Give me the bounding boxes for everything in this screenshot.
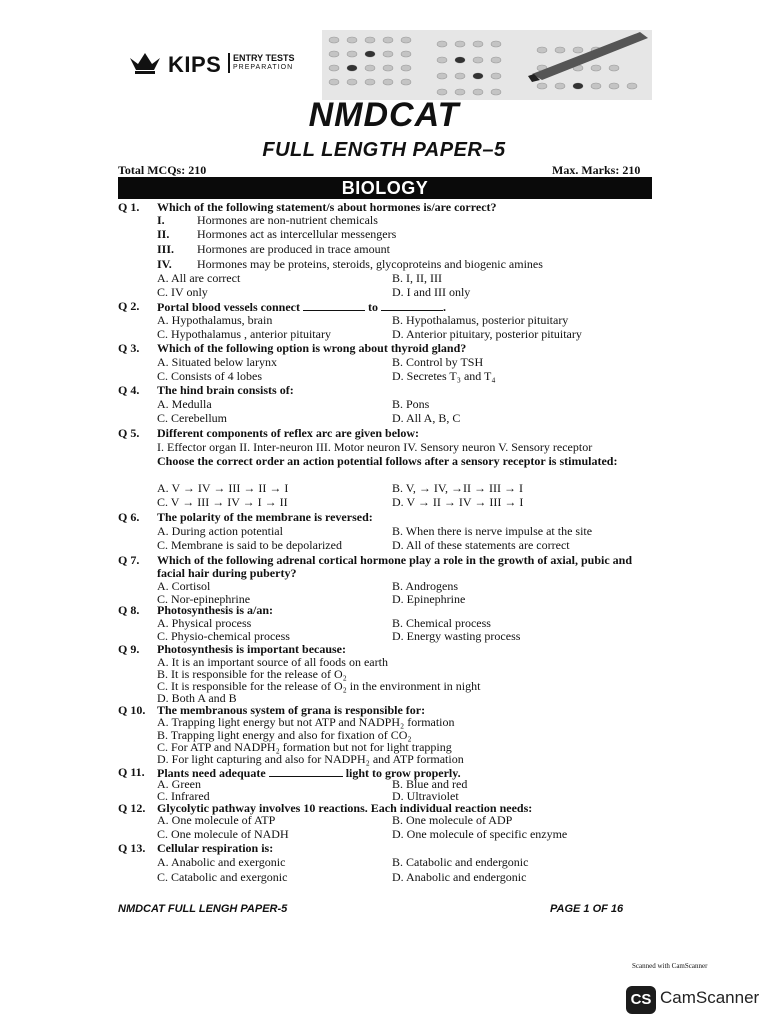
option-a: A. One molecule of ATP (157, 813, 276, 827)
question-text: The membranous system of grana is responsible for: (157, 703, 426, 717)
statement-text: Hormones are non-nutrient chemicals (197, 213, 378, 227)
brand-name: KIPS (168, 52, 222, 77)
option-d: D. Anabolic and endergonic (392, 870, 527, 884)
question-number: Q 6. (118, 510, 140, 524)
option-a: A. All are correct (157, 271, 241, 285)
option-b: B. I, II, III (392, 271, 442, 285)
question-text: Cellular respiration is: (157, 841, 274, 855)
option-c: C. For ATP and NADPH₂ formation but not for light trapping (157, 740, 452, 754)
option-a: A. During action potential (157, 524, 283, 538)
option-d: D. One molecule of specific enzyme (392, 827, 568, 841)
section-banner: BIOLOGY (118, 177, 652, 199)
crown-icon (128, 50, 162, 76)
question-number: Q 11. (118, 765, 145, 779)
question-text-2: Choose the correct order an action potential follows after a sensory receptor is stimulated: (157, 454, 618, 468)
max-marks: Max. Marks: 210 (552, 163, 641, 177)
option-c: C. Physio-chemical process (157, 629, 290, 643)
option-c: C. Hypothalamus , anterior pituitary (157, 327, 331, 341)
option-b: B. Blue and red (392, 777, 468, 791)
option-c: C. Infrared (157, 789, 210, 803)
question-number: Q 5. (118, 426, 140, 440)
option-a: A. Green (157, 777, 201, 791)
question-number: Q 2. (118, 299, 140, 313)
question-text: Photosynthesis is important because: (157, 642, 347, 656)
brand-tagline: ENTRY TESTS PREPARATION (228, 53, 295, 73)
option-a: A. Situated below larynx (157, 355, 277, 369)
option-c: C. It is responsible for the release of O₂ in the environment in night (157, 679, 481, 693)
question-text: Glycolytic pathway involves 10 reactions. Each individual reaction needs: (157, 801, 533, 815)
footer-page-number: PAGE 1 OF 16 (550, 903, 624, 915)
option-d: D. Anterior pituitary, posterior pituitary (392, 327, 582, 341)
statement-text: Hormones are produced in trace amount (197, 242, 390, 256)
question-text: Which of the following adrenal cortical hormone play a role in the growth of axial, pubic and facial hair during puberty? (157, 553, 633, 580)
option-d: D. Energy wasting process (392, 629, 521, 643)
option-d: D. For light capturing and also for NADPH₂ and ATP formation (157, 752, 464, 766)
option-a: A. Medulla (157, 397, 212, 411)
question-number: Q 4. (118, 383, 140, 397)
question-number: Q 8. (118, 603, 140, 617)
scanner-watermark-text: Scanned with CamScanner (632, 962, 708, 970)
option-c: C. Catabolic and exergonic (157, 870, 288, 884)
option-d: D. All A, B, C (392, 411, 461, 425)
question-number: Q 12. (118, 801, 146, 815)
question-number: Q 1. (118, 200, 140, 214)
option-b: B. Androgens (392, 579, 458, 593)
footer-paper-name: NMDCAT FULL LENGH PAPER-5 (118, 903, 288, 915)
statement-text: Hormones may be proteins, steroids, glycoproteins and biogenic amines (197, 257, 543, 271)
question-text: Plants need adequate light to grow properly. (157, 766, 461, 780)
omr-sheet-image (322, 30, 652, 100)
question-number: Q 10. (118, 703, 146, 717)
camscanner-brand: CamScanner (660, 988, 760, 1007)
option-a: A. Cortisol (157, 579, 211, 593)
option-b: B. It is responsible for the release of O₂ (157, 667, 347, 681)
option-c: C. Membrane is said to be depolarized (157, 538, 342, 552)
question-number: Q 7. (118, 553, 140, 567)
question-number: Q 3. (118, 341, 140, 355)
page-subtitle: FULL LENGTH PAPER–5 (262, 139, 506, 161)
option-d: D. Ultraviolet (392, 789, 459, 803)
option-d: D. Both A and B (157, 691, 237, 705)
roman-numeral: III. (157, 242, 175, 256)
blank-line (269, 766, 343, 777)
blank-line (381, 300, 443, 311)
components-list: I. Effector organ II. Inter-neuron III. Motor neuron IV. Sensory neuron V. Sensory receptor (157, 440, 593, 454)
option-c: C. V → III → IV → I → II (157, 495, 288, 509)
option-d: D. V → II → IV → III → I (392, 495, 524, 509)
option-a: A. It is an important source of all foods on earth (157, 655, 388, 669)
option-a: A. Hypothalamus, brain (157, 313, 273, 327)
option-b: B. Pons (392, 397, 430, 411)
roman-numeral: IV. (157, 257, 172, 271)
option-c: C. Nor-epinephrine (157, 592, 251, 606)
question-text: Different components of reflex arc are given below: (157, 426, 420, 440)
option-a: A. Trapping light energy but not ATP and NADPH₂ formation (157, 715, 455, 729)
question-number: Q 9. (118, 642, 140, 656)
question-text: The hind brain consists of: (157, 383, 294, 397)
option-d: D. All of these statements are correct (392, 538, 570, 552)
roman-numeral: I. (157, 213, 165, 227)
option-a: A. Anabolic and exergonic (157, 855, 286, 869)
option-b: B. One molecule of ADP (392, 813, 513, 827)
question-text: Which of the following statement/s about hormones is/are correct? (157, 200, 497, 214)
option-d: D. Secretes T₃ and T₄ (392, 369, 496, 383)
total-mcqs: Total MCQs: 210 (118, 163, 207, 177)
option-b: B. Catabolic and endergonic (392, 855, 529, 869)
option-b: B. V, → IV, →II → III → I (392, 481, 523, 495)
question-text: The polarity of the membrane is reversed: (157, 510, 373, 524)
option-c: C. One molecule of NADH (157, 827, 289, 841)
question-number: Q 13. (118, 841, 146, 855)
option-a: A. V → IV → III → II → I (157, 481, 289, 495)
option-c: C. Consists of 4 lobes (157, 369, 263, 383)
camscanner-logo-icon: CS (626, 986, 656, 1014)
question-text: Photosynthesis is a/an: (157, 603, 274, 617)
option-b: B. Trapping light energy and also for fixation of CO₂ (157, 728, 412, 742)
page-title: NMDCAT (308, 96, 460, 134)
option-b: B. Control by TSH (392, 355, 484, 369)
kips-logo (128, 48, 318, 84)
option-d: D. Epinephrine (392, 592, 466, 606)
question-text: Which of the following option is wrong about thyroid gland? (157, 341, 467, 355)
option-a: A. Physical process (157, 616, 252, 630)
blank-line (303, 300, 365, 311)
question-text: Portal blood vessels connect to . (157, 300, 446, 314)
option-b: B. When there is nerve impulse at the site (392, 524, 593, 538)
option-d: D. I and III only (392, 285, 471, 299)
option-c: C. Cerebellum (157, 411, 227, 425)
option-b: B. Chemical process (392, 616, 491, 630)
roman-numeral: II. (157, 227, 170, 241)
option-c: C. IV only (157, 285, 208, 299)
option-b: B. Hypothalamus, posterior pituitary (392, 313, 569, 327)
statement-text: Hormones act as intercellular messengers (197, 227, 397, 241)
